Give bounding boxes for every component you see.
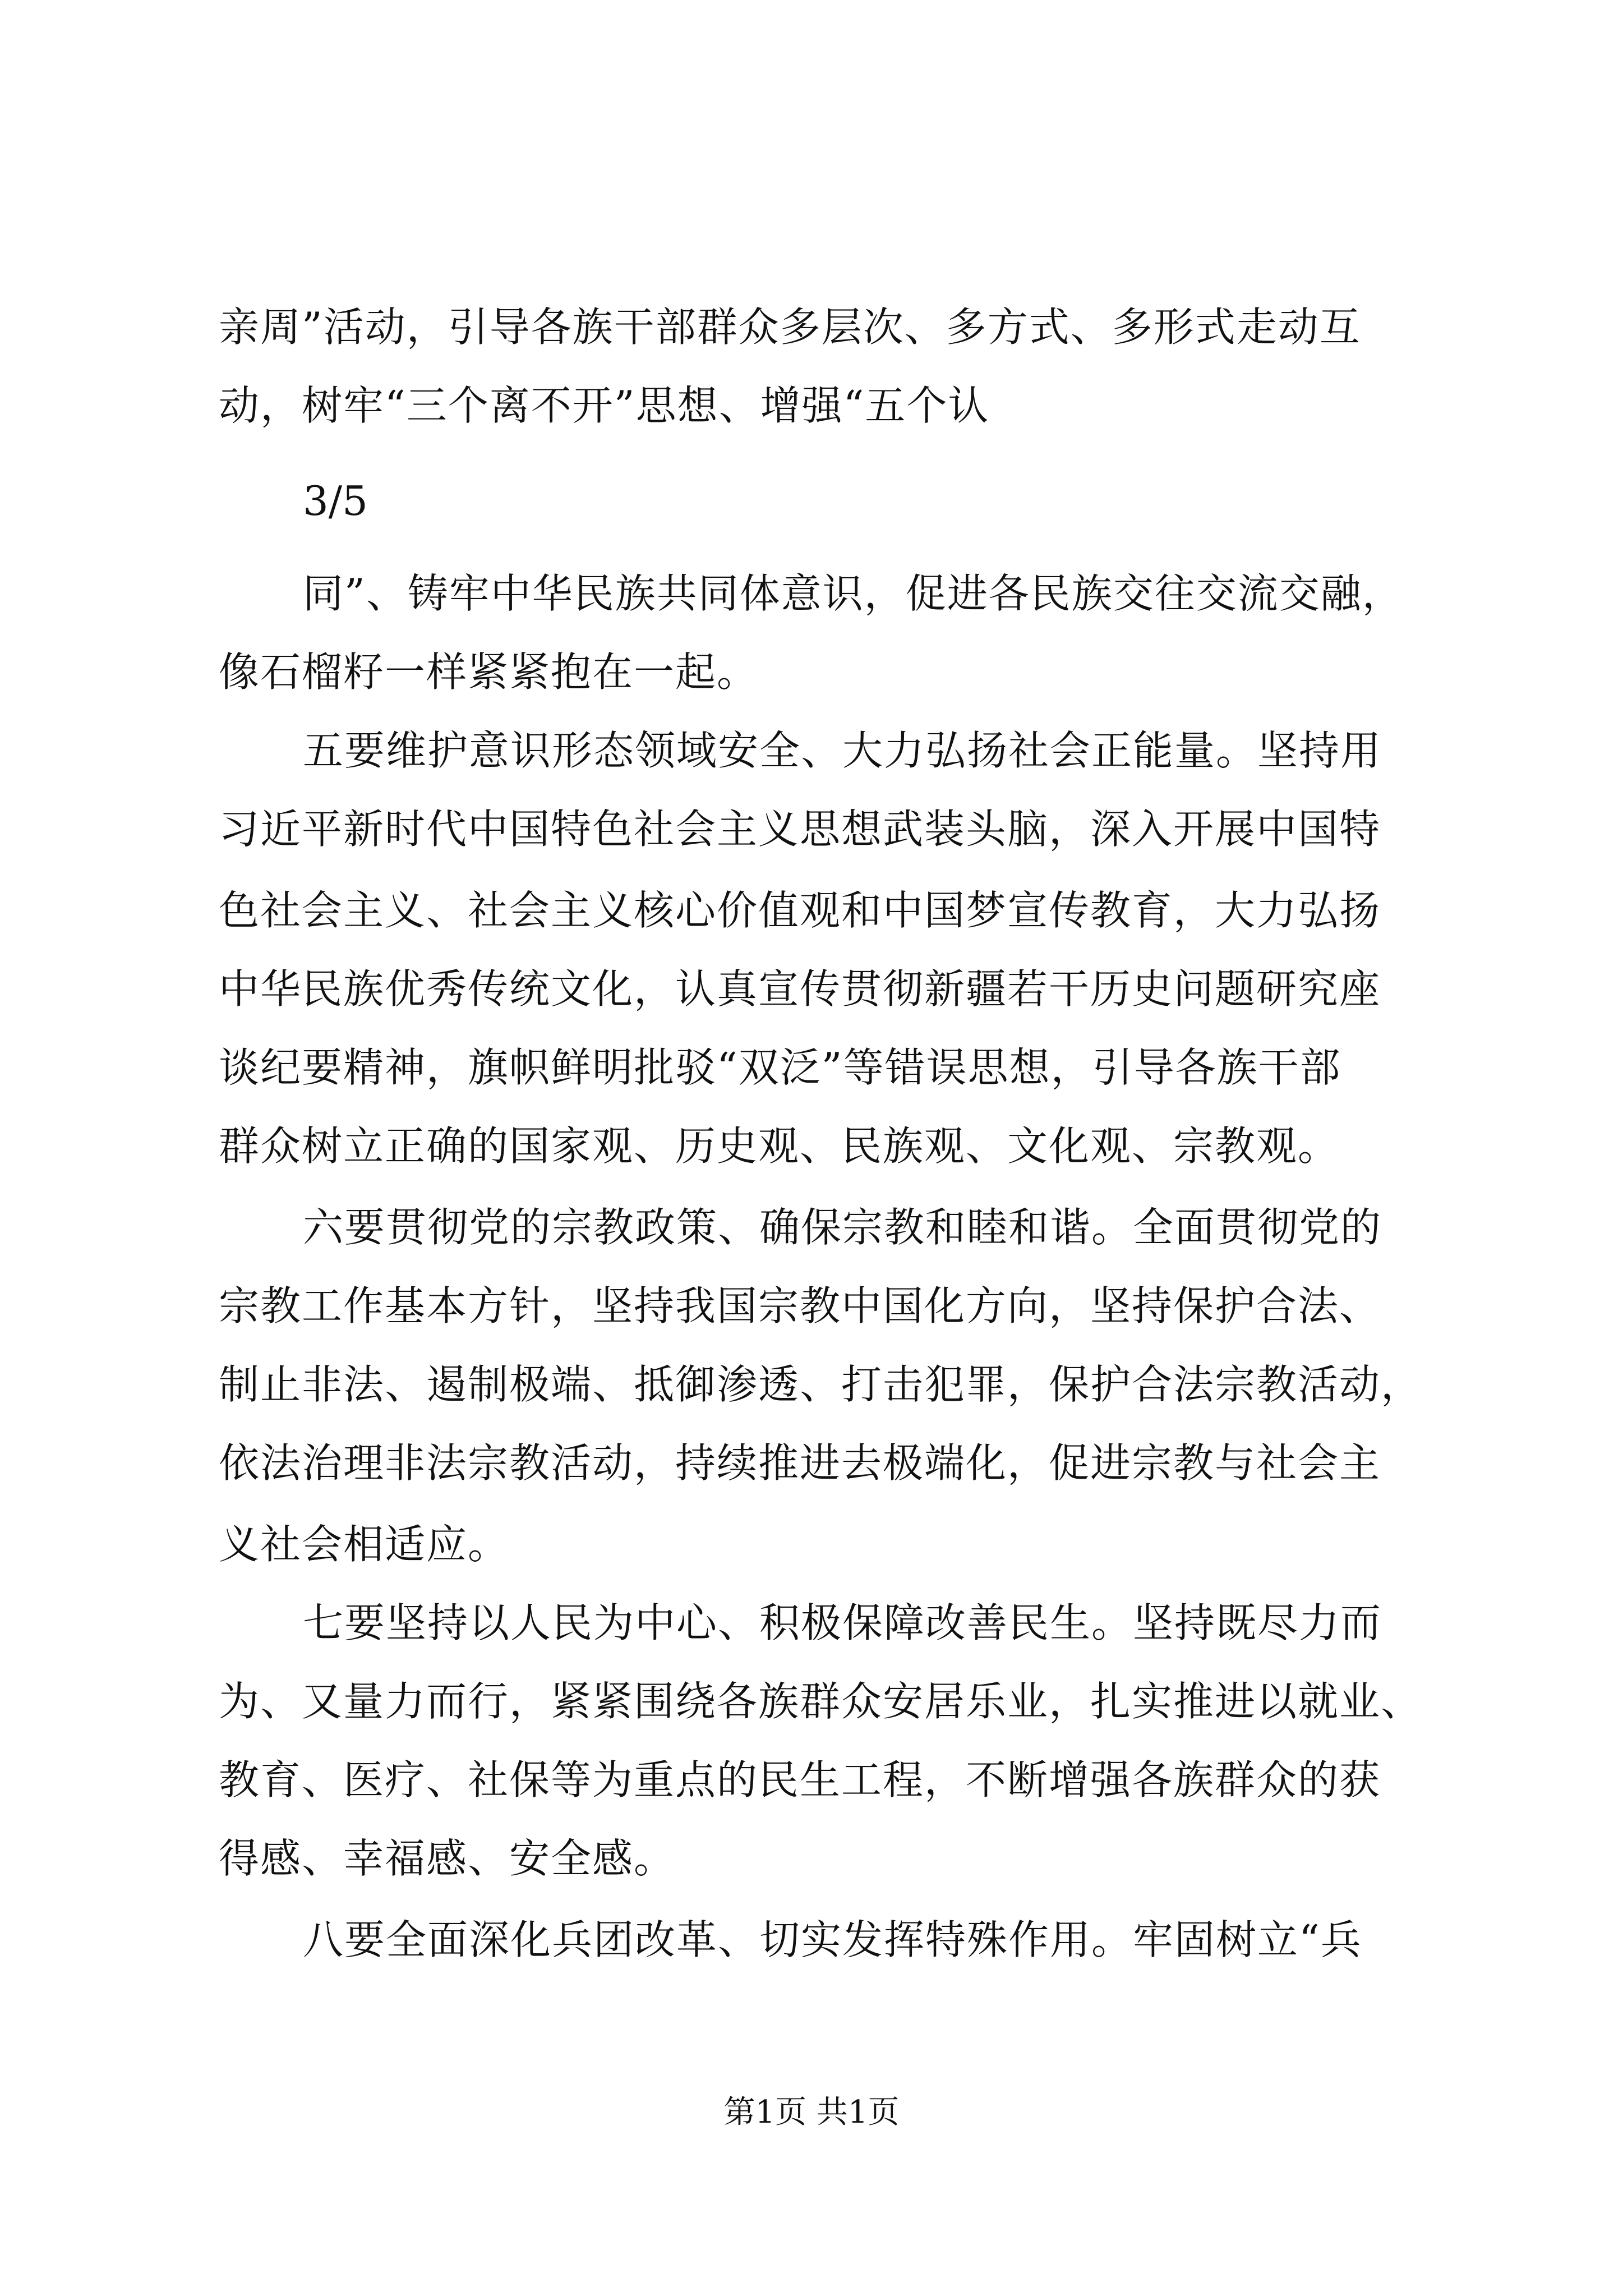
text-line: 依法治理非法宗教活动，持续推进去极端化，促进宗教与社会主 [219,1439,1381,1487]
text-line: 得感、幸福感、安全感。 [219,1835,676,1882]
text-line: 同”、铸牢中华民族共同体意识，促进各民族交往交流交融， [303,570,1404,617]
page-marker: 3/5 [303,477,368,524]
text-line: 制止非法、遏制极端、抵御渗透、打击犯罪，保护合法宗教活动， [219,1361,1423,1408]
text-line: 义社会相适应。 [219,1521,510,1568]
text-line: 习近平新时代中国特色社会主义思想武装头脑，深入开展中国特 [219,806,1381,853]
text-line: 教育、医疗、社保等为重点的民生工程，不断增强各族群众的获 [219,1756,1381,1803]
text-line: 谈纪要精神，旗帜鲜明批驳“双泛”等错误思想，引导各族干部 [219,1044,1341,1091]
text-line: 群众树立正确的国家观、历史观、民族观、文化观、宗教观。 [219,1122,1340,1170]
paragraph-5-start: 五要维护意识形态领域安全、大力弘扬社会正能量。坚持用 [303,727,1382,774]
paragraph-8-start: 八要全面深化兵团改革、切实发挥特殊作用。牢固树立“兵 [303,1916,1362,1963]
text-line: 为、又量力而行，紧紧围绕各族群众安居乐业，扎实推进以就业、 [219,1678,1423,1725]
text-line: 宗教工作基本方针，坚持我国宗教中国化方向，坚持保护合法、 [219,1282,1381,1329]
page-footer: 第1页 共1页 [723,2094,900,2131]
text-line: 中华民族优秀传统文化，认真宣传贯彻新疆若干历史问题研究座 [219,965,1381,1013]
paragraph-7-start: 七要坚持以人民为中心、积极保障改善民生。坚持既尽力而 [303,1599,1382,1646]
text-line: 色社会主义、社会主义核心价值观和中国梦宣传教育，大力弘扬 [219,887,1381,934]
paragraph-6-start: 六要贯彻党的宗教政策、确保宗教和睦和谐。全面贯彻党的 [303,1204,1382,1251]
text-line: 像石榴籽一样紧紧抱在一起。 [219,648,759,696]
text-line: 动，树牢“三个离不开”思想、增强“五个认 [219,382,990,429]
text-line: 亲周”活动，引导各族干部群众多层次、多方式、多形式走动互 [219,303,1361,351]
